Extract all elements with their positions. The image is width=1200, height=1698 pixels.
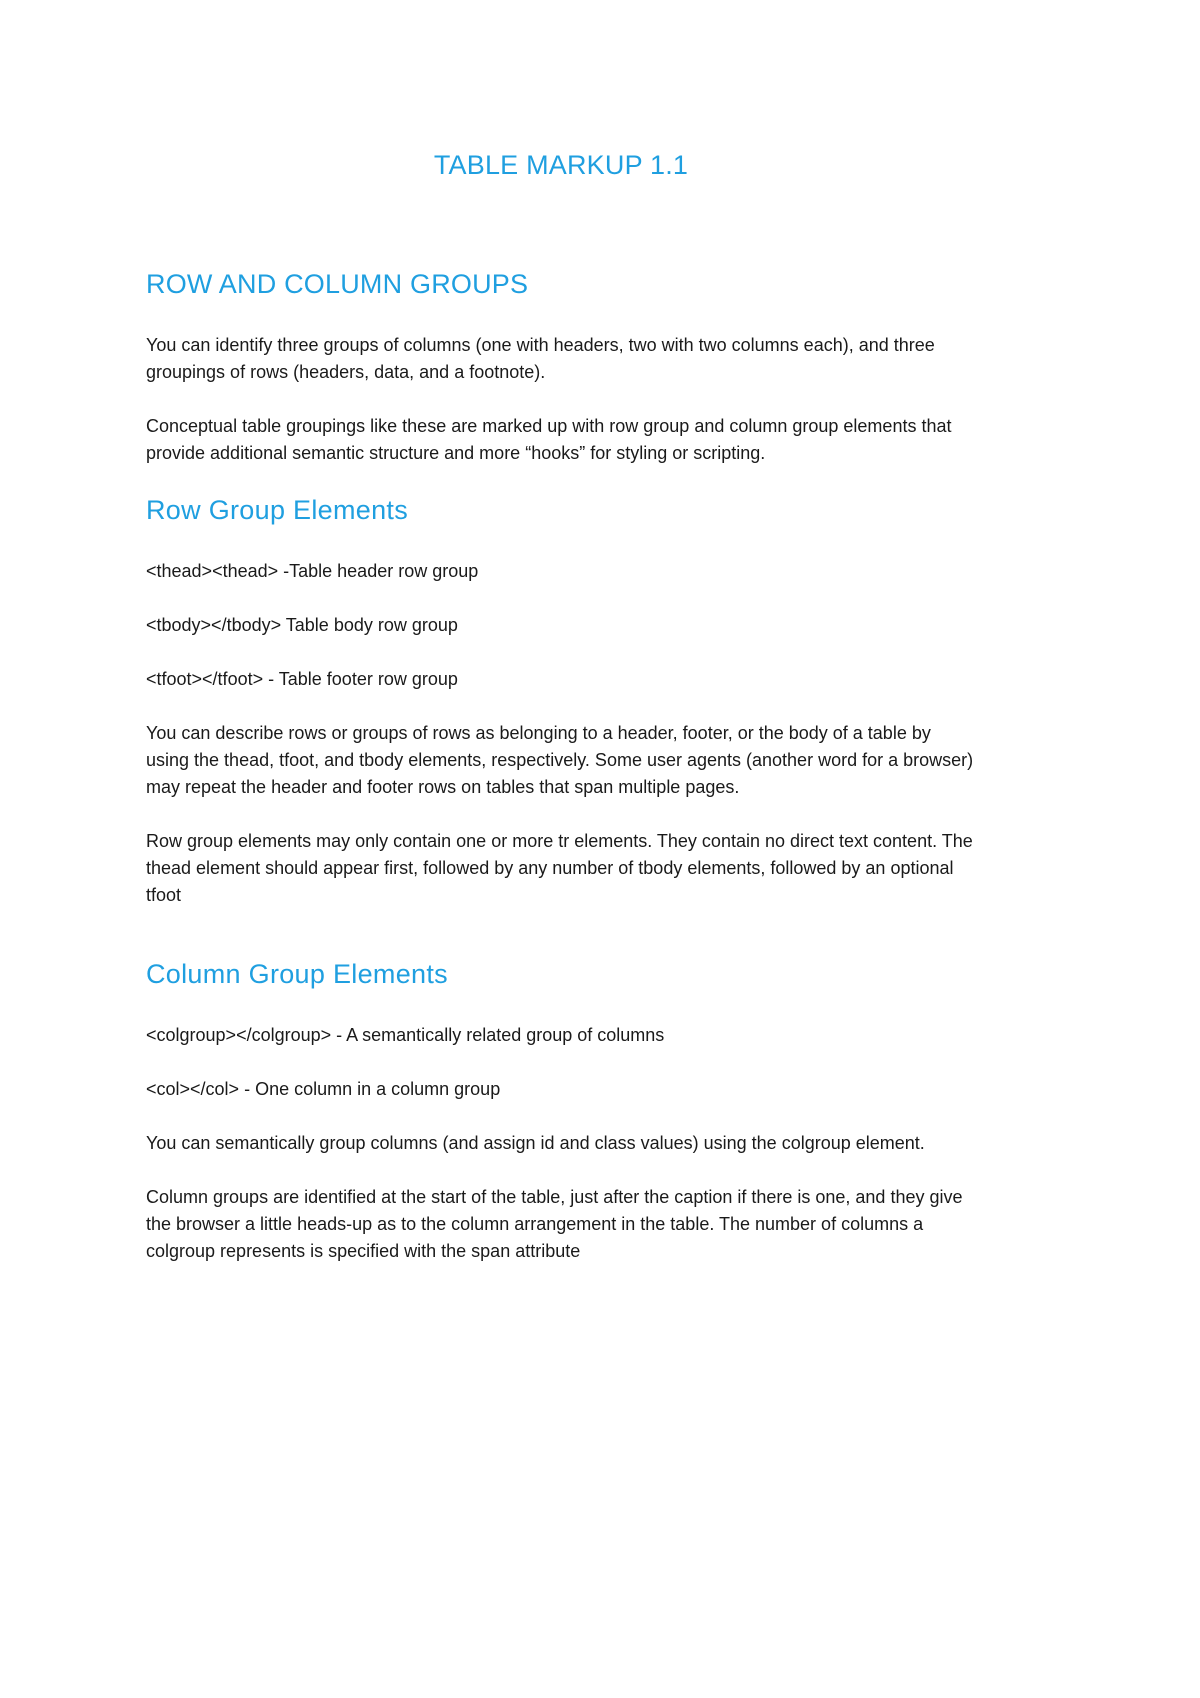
intro-paragraph-1: You can identify three groups of columns (one with headers, two with two columns each), and three groupings of rows (headers, data, and a footnote). xyxy=(146,335,935,382)
row-group-paragraph-1: You can describe rows or groups of rows as belonging to a header, footer, or the body of a table by using the thead, tfoot, and tbody elements, respectively. Some user agents (another word for a browser) may repeat the header and footer rows on tables that span multiple pages. xyxy=(146,723,974,797)
row-group-item-thead: <thead><thead> -Table header row group xyxy=(146,561,479,581)
heading-column-group-elements: Column Group Elements xyxy=(146,959,448,989)
row-group-item-tbody: <tbody></tbody> Table body row group xyxy=(146,615,458,635)
document-title: TABLE MARKUP 1.1 xyxy=(433,150,689,180)
row-group-paragraph-2: Row group elements may only contain one or more tr elements. They contain no direct text content. The thead element should appear first, followed by any number of tbody elements, followed by an optional tfoot xyxy=(146,831,973,905)
column-group-paragraph-2: Column groups are identified at the start of the table, just after the caption if there is one, and they give the browser a little heads-up as to the column arrangement in the table. The number of columns a colgroup represents is specified with the span attribute xyxy=(146,1187,963,1261)
column-group-paragraph-1: You can semantically group columns (and assign id and class values) using the colgroup element. xyxy=(146,1133,925,1153)
document-content xyxy=(146,150,976,1265)
column-group-item-col: <col></col> - One column in a column group xyxy=(146,1079,501,1099)
section-heading-row-column-groups: ROW AND COLUMN GROUPS xyxy=(146,269,529,299)
row-group-item-tfoot: <tfoot></tfoot> - Table footer row group xyxy=(146,669,458,689)
heading-row-group-elements: Row Group Elements xyxy=(146,495,409,525)
column-group-item-colgroup: <colgroup></colgroup> - A semantically related group of columns xyxy=(146,1025,665,1045)
intro-paragraph-2: Conceptual table groupings like these are marked up with row group and column group elements that provide additional semantic structure and more “hooks” for styling or scripting. xyxy=(146,416,952,463)
